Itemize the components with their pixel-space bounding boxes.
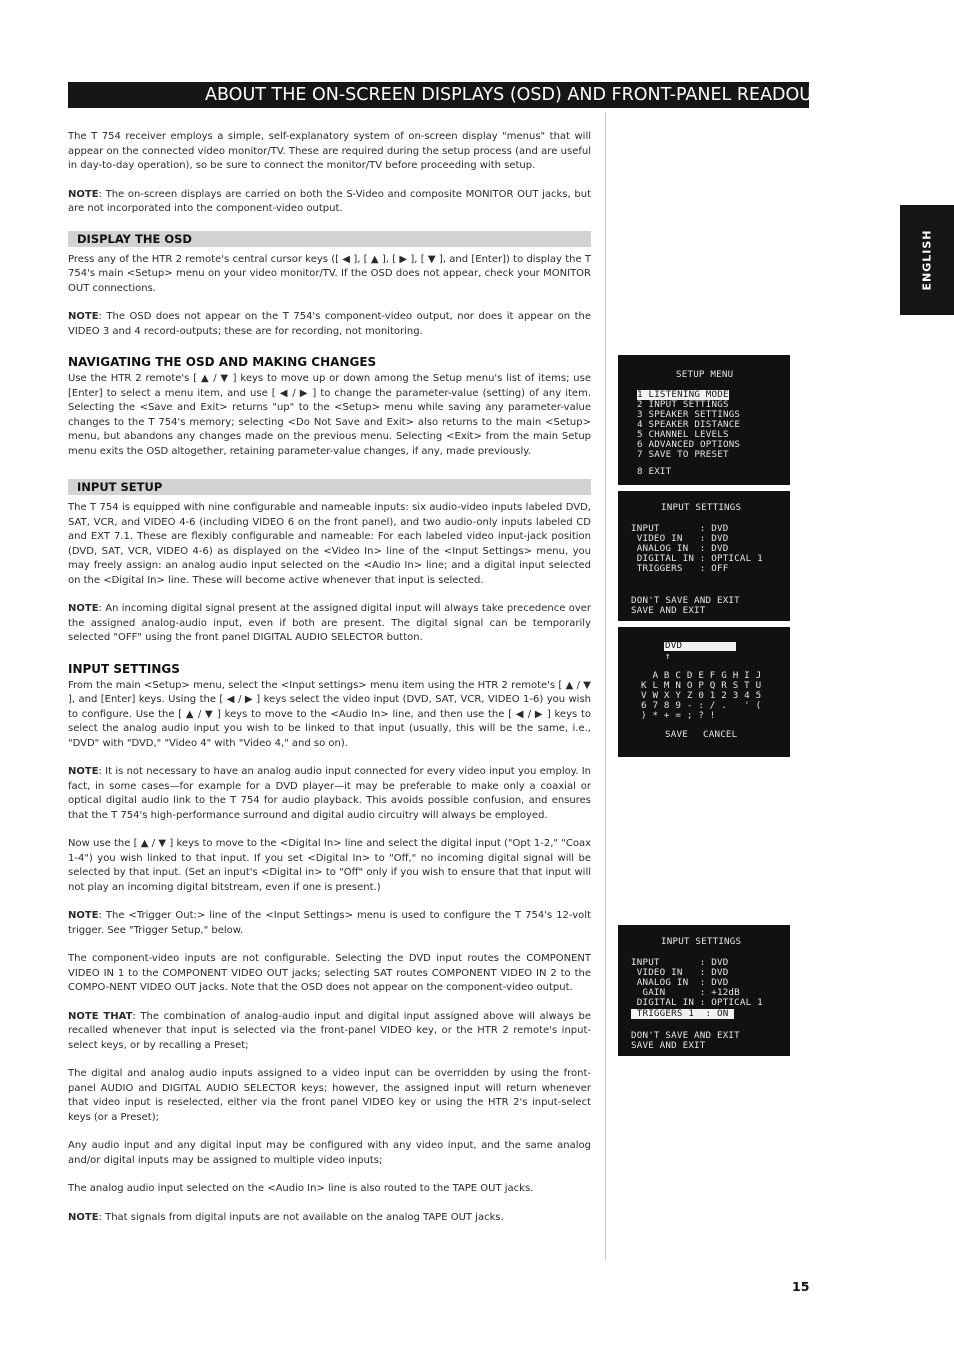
note-label: NOTE xyxy=(68,910,99,921)
note-text: : That signals from digital inputs are not available on the analog TAPE OUT jacks. xyxy=(98,1211,504,1223)
note-text: : The <Trigger Out:> line of the <Input Settings> menu is used to configure the T 754's 12-volt trigger. See "Trigger Setup," below. xyxy=(68,910,591,936)
column-divider xyxy=(605,112,606,1260)
osd-setting-row: VIDEO IN : DVD xyxy=(631,533,729,544)
osd-input-settings-screen xyxy=(618,491,790,621)
input-settings-paragraph-6: The analog audio input selected on the <Audio In> line is also routed to the TAPE OUT jacks. xyxy=(68,1183,534,1194)
note-label: NOTE xyxy=(68,766,99,777)
osd-menu-item: 3 SPEAKER SETTINGS xyxy=(637,409,741,420)
intro-paragraph: The T 754 receiver employs a simple, self-explanatory system of on-screen display "menus" that will appear on the connected video monitor/TV. These are required during the setup process (and are useful in day-to-day operation), so be sure to connect the monitor/TV before proceeding with setup. xyxy=(68,131,591,171)
osd-setting-row: TRIGGERS : OFF xyxy=(631,563,729,574)
input-settings-note-3 xyxy=(68,1010,591,1054)
osd-setup-menu-screen xyxy=(618,355,790,485)
display-osd-paragraph: Press any of the HTR 2 remote's central cursor keys ([ ◀ ], [ ▲ ], [ ▶ ], [ ▼ ], and [Enter]) to display the T 754's main <Setup> menu on your video monitor/TV. If the OSD does not appear, check your MONITOR OUT connections. xyxy=(68,253,591,294)
note-text: : The OSD does not appear on the T 754's component-video output, nor does it appear on the VIDEO 3 and 4 record-outputs; these are for recording, not monitoring. xyxy=(68,311,591,337)
input-setup-note xyxy=(68,602,591,646)
input-settings-paragraph-1: From the main <Setup> menu, select the <Input settings> menu item using the HTR 2 remote's [ ▲ / ▼ ], and [Enter] keys. Using the [ ◀ / ▶ ] keys select the video input (DVD, SAT, VCR, VIDEO 1-6) you wish to configure. Use the [ ▲ / ▼ ] keys to move to the <Audio In> line, and then use the [ ◀ / ▶ ] keys to select the analog audio input you wish to be linked to that input (usually, this will be the same, i.e., "DVD" with "DVD," "Video 4" with "Video 4," and so on). xyxy=(68,679,591,749)
osd-char-grid-row: K L M N O P Q R S T U xyxy=(641,680,762,691)
osd-char-grid-row: A B C D E F G H I J xyxy=(641,670,762,681)
osd-cursor-arrow: ↑ xyxy=(665,651,671,662)
osd-setting-row: VIDEO IN : DVD xyxy=(631,967,729,978)
osd-setting-row-selected: TRIGGERS 1 : ON xyxy=(631,1008,735,1019)
osd-setting-row: INPUT : DVD xyxy=(631,957,729,968)
subheading-input-settings: INPUT SETTINGS xyxy=(68,661,180,676)
osd-name-field xyxy=(664,642,736,651)
language-tab xyxy=(900,205,954,315)
note-text: : The combination of analog-audio input and digital input assigned above will always be recalled whenever that input is selected via the front-panel VIDEO key, or the HTR 2 remote's input-select keys, or by recalling a Preset; xyxy=(68,1010,591,1051)
osd-save-exit: SAVE AND EXIT xyxy=(631,1040,706,1051)
osd-setting-row: DIGITAL IN : OPTICAL 1 xyxy=(631,997,763,1008)
main-column xyxy=(68,130,591,1239)
osd-setting-row: ANALOG IN : DVD xyxy=(631,543,729,554)
note-label: NOTE xyxy=(68,603,99,614)
note-label: NOTE xyxy=(68,188,99,200)
language-tab-label: ENGLISH xyxy=(920,229,934,291)
osd-char-grid-row: V W X Y Z 0 1 2 3 4 5 xyxy=(641,690,762,701)
intro-note xyxy=(68,188,591,217)
input-settings-paragraph-4: The digital and analog audio inputs assigned to a video input can be overridden by using the front-panel AUDIO and DIGITAL AUDIO SELECTOR keys; however, the assigned input will return whenever that video input is reselected, either via the front panel VIDEO key or using the HTR 2's input-select keys (or a Preset); xyxy=(68,1068,591,1123)
osd-setting-row: DIGITAL IN : OPTICAL 1 xyxy=(631,553,763,564)
osd-menu-exit: 8 EXIT xyxy=(637,466,672,477)
osd-menu-item: 2 INPUT SETTINGS xyxy=(637,399,729,410)
input-settings-paragraph-3: The component-video inputs are not configurable. Selecting the DVD input routes the COMPONENT VIDEO IN 1 to the COMPONENT VIDEO OUT jacks; selecting SAT routes COMPONENT VIDEO IN 2 to the COMPO-NENT VIDEO OUT jacks. Note that the OSD does not appear on the component-video output. xyxy=(68,953,591,993)
note-text: : It is not necessary to have an analog audio input connected for every video input you employ. In fact, in some cases—for example for a DVD player—it may be preferable to make only a coaxial or optical digital audio link to the T 754 for audio playback. This avoids possible confusion, and ensures that the T 754's high-performance surround and digital audio circuitry will always be employed. xyxy=(68,766,591,821)
input-settings-paragraph-2: Now use the [ ▲ / ▼ ] keys to move to the <Digital In> line and select the digital input ("Opt 1-2," "Coax 1-4") you wish linked to that input. If you set <Digital In> to "Off," no incoming digital signal will be selected by that input. (Set an input's <Digital in> to "Off" only if you wish to ensure that that input will not play an incoming digital bitstream, even if one is present.) xyxy=(68,838,591,893)
osd-dont-save-exit: DON'T SAVE AND EXIT xyxy=(631,595,740,606)
osd-cancel-option: CANCEL xyxy=(703,729,738,740)
section-heading-display-osd: DISPLAY THE OSD xyxy=(68,231,591,247)
input-setup-paragraph: The T 754 is equipped with nine configurable and nameable inputs: six audio-video inputs labeled DVD, SAT, VCR, and VIDEO 4-6 (including VIDEO 6 on the front panel), and two audio-only inputs labeled CD and EXT 7.1. These are flexibly configurable and nameable: For each labeled video input-jack position (DVD, SAT, VCR, VIDEO 4-6) as displayed on the <Video In> line of the <Input Settings> menu, you may freely assign: an analog audio input selected on the <Audio In> line; and a digital input selected on the <Digital In> line. These will become active whenever that input is selected. xyxy=(68,502,591,586)
osd-title: SETUP MENU xyxy=(676,369,734,380)
osd-char-grid-row: ) * + = ; ? ! xyxy=(641,710,716,721)
note-text: : An incoming digital signal present at the assigned digital input will always take precedence over the assigned analog-audio input, even if both are present. The digital signal can be temporarily selected "OFF" using the front panel DIGITAL AUDIO SELECTOR button. xyxy=(68,603,591,643)
osd-menu-item: 5 CHANNEL LEVELS xyxy=(637,429,729,440)
input-settings-note-1 xyxy=(68,765,591,823)
osd-name-edit-screen xyxy=(618,627,790,757)
display-osd-note xyxy=(68,310,591,339)
note-label: NOTE THAT xyxy=(68,1010,133,1022)
osd-char-grid-row: 6 7 8 9 - : / . ' ( xyxy=(641,700,762,711)
osd-menu-item-selected: 1 LISTENING MODE xyxy=(637,389,729,400)
input-settings-note-4 xyxy=(68,1211,591,1226)
note-text: : The on-screen displays are carried on both the S-Video and composite MONITOR OUT jacks, but are not incorporated into the component-video output. xyxy=(68,188,591,214)
input-settings-paragraph-5: Any audio input and any digital input may be configured with any video input, and the same analog and/or digital inputs may be assigned to multiple video inputs; xyxy=(68,1140,591,1166)
osd-dont-save-exit: DON'T SAVE AND EXIT xyxy=(631,1030,740,1041)
note-label: NOTE xyxy=(68,311,99,322)
page-number: 15 xyxy=(792,1279,810,1294)
osd-setting-row: ANALOG IN : DVD xyxy=(631,977,729,988)
navigating-paragraph: Use the HTR 2 remote's [ ▲ / ▼ ] keys to move up or down among the Setup menu's list of items; use [Enter] to select a menu item, and use [ ◀ / ▶ ] to change the parameter-value (setting) of any item. Selecting the <Save and Exit> returns "up" to the <Setup> menu while saving any parameter-value changes to the T 754's memory; selecting <Do Not Save and Exit> also returns to the main <Setup> menu, but abandons any changes made on the previous menu. Selecting <Exit> from the main Setup menu exits the OSD altogether, retaining parameter-value changes, if any, made previously. xyxy=(68,373,591,457)
subheading-navigating: NAVIGATING THE OSD AND MAKING CHANGES xyxy=(68,355,377,369)
osd-name-field-value: DVD xyxy=(665,640,683,651)
page-title: ABOUT THE ON-SCREEN DISPLAYS (OSD) AND FRONT-PANEL READOUT xyxy=(68,82,809,108)
note-label: NOTE xyxy=(68,1211,99,1223)
osd-setting-row: GAIN : +12dB xyxy=(631,987,740,998)
section-heading-input-setup: INPUT SETUP xyxy=(68,479,591,495)
osd-menu-item: 4 SPEAKER DISTANCE xyxy=(637,419,741,430)
osd-save-exit: SAVE AND EXIT xyxy=(631,605,706,616)
osd-save-option: SAVE xyxy=(665,729,688,740)
osd-title: INPUT SETTINGS xyxy=(661,502,742,513)
osd-menu-item: 6 ADVANCED OPTIONS xyxy=(637,439,741,450)
osd-input-settings-trigger-screen xyxy=(618,925,790,1056)
input-settings-note-2 xyxy=(68,909,591,938)
osd-setting-row: INPUT : DVD xyxy=(631,523,729,534)
osd-title: INPUT SETTINGS xyxy=(661,936,742,947)
osd-menu-item: 7 SAVE TO PRESET xyxy=(637,449,729,460)
